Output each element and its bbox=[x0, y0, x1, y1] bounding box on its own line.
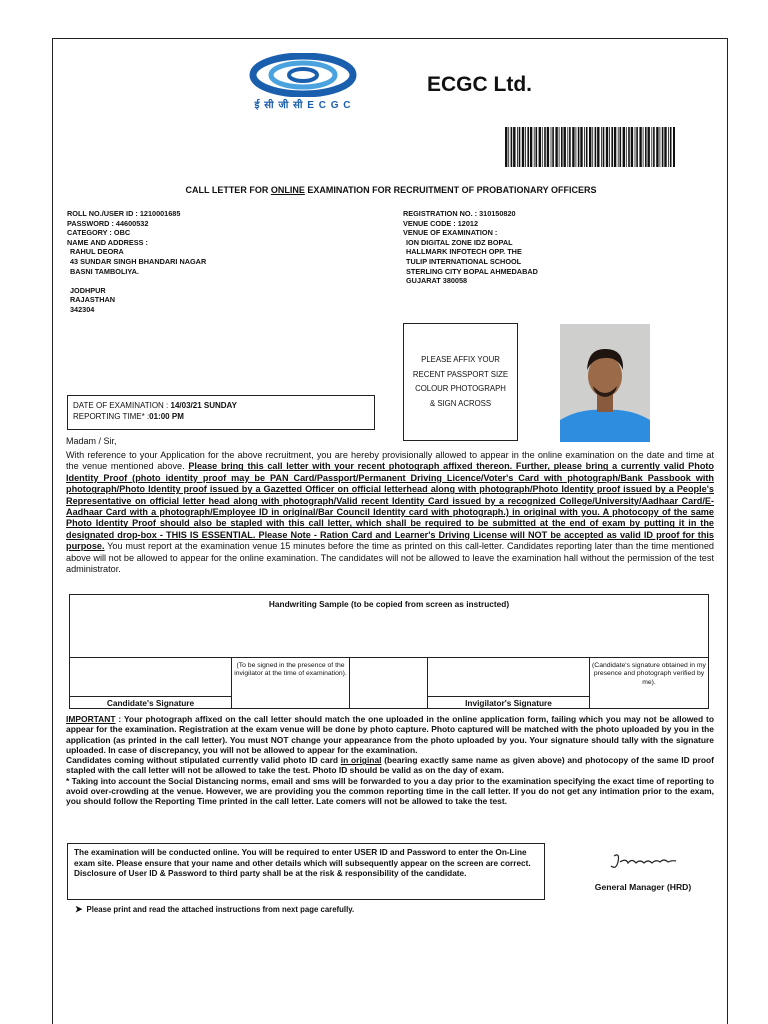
handwriting-sample-box bbox=[69, 594, 709, 709]
address-state: RAJASTHAN bbox=[70, 295, 115, 305]
category: CATEGORY : OBC bbox=[67, 228, 131, 238]
venue-line: HALLMARK INFOTECH OPP. THE bbox=[406, 247, 522, 257]
address-city: JODHPUR bbox=[70, 285, 106, 295]
exam-date: DATE OF EXAMINATION : 14/03/21 SUNDAY bbox=[73, 401, 237, 410]
venue-label: VENUE OF EXAMINATION : bbox=[403, 228, 498, 238]
call-letter-page bbox=[52, 38, 728, 1024]
reporting-time: REPORTING TIME* :01:00 PM bbox=[73, 411, 184, 421]
venue-line: ION DIGITAL ZONE IDZ BOPAL bbox=[406, 237, 513, 247]
exam-schedule-box bbox=[67, 395, 375, 430]
barcode bbox=[505, 127, 675, 167]
venue-details bbox=[403, 209, 723, 286]
online-exam-box: The examination will be conducted online. You will be required to enter USER ID and Password to enter the On-Line exam site. Please ensure that your name and other details which will subsequently appear on the screen are correct. Disclosure of User ID & Password to third party shall be at the risk & responsibility of the candidate. bbox=[67, 843, 545, 900]
address-pin: 342304 bbox=[70, 304, 95, 314]
logo-text: ई सी जी सी E C G C bbox=[254, 100, 352, 111]
venue-code: VENUE CODE : 12012 bbox=[403, 218, 479, 228]
gm-signature bbox=[606, 850, 681, 872]
candidate-details bbox=[67, 209, 397, 315]
ecgc-logo-icon bbox=[243, 53, 363, 97]
salutation: Madam / Sir, bbox=[66, 436, 117, 446]
instructions-paragraph: With reference to your Application for the above recruitment, you are hereby provisionally allowed to appear in the online examination on the date and time at the venue mentioned above. Please bring this call letter with your recent photograph affixed thereon. Further, please bring a currently valid Photo Identity Proof (photo identity proof may be PAN Card/Passport/Permanent Driving Licence/Voter's Card with photograph/Bank Passbook with photograph/Photo Identity proof issued by a Gazetted Officer on official letterhead along with photograph/Photo Identity proof issued by a People's Representative on official letter head along with photograph/Valid recent Identity Card issued by a recognized College/University/Aadhaar Card/E-Aadhaar Card with a photograph/Employee ID in original/Bar Council Identity card with photograph.) in original with you. A photocopy of the same Photo Identity Proof should also be stapled with this call letter, which shall be required to be submitted at the end of exam by putting it in the designated drop-box - THIS IS ESSENTIAL. Please Note - Ration Card and Learner's Driving License will NOT be accepted as valid ID proof for this purpose. You must report at the examination venue 15 minutes before the time as printed on this call-letter. Candidates reporting later than the time mentioned above will not be allowed to appear for the online examination. The candidates will not be allowed to leave the examination hall without the permission of the test administrator. bbox=[66, 450, 715, 575]
venue-line: STERLING CITY BOPAL AHMEDABAD bbox=[406, 266, 538, 276]
footer-note: ➤ Please print and read the attached instructions from next page carefully. bbox=[75, 904, 355, 914]
affix-photo-box: PLEASE AFFIX YOUR RECENT PASSPORT SIZE COLOUR PHOTOGRAPH & SIGN ACROSS bbox=[403, 323, 518, 441]
address-line: 43 SUNDAR SINGH BHANDARI NAGAR bbox=[70, 256, 207, 266]
registration-number: REGISTRATION NO. : 310150820 bbox=[403, 209, 516, 218]
roll-number: ROLL NO./USER ID : 1210001685 bbox=[67, 209, 181, 218]
name-address-label: NAME AND ADDRESS : bbox=[67, 237, 148, 247]
handwriting-title: Handwriting Sample (to be copied from screen as instructed) bbox=[268, 599, 510, 609]
company-name: ECGC Ltd. bbox=[427, 73, 532, 96]
candidate-signature-note: (To be signed in the presence of the invigilator at the time of examination). bbox=[234, 662, 347, 678]
candidate-photo bbox=[560, 324, 650, 442]
call-letter-title: CALL LETTER FOR ONLINE EXAMINATION FOR RECRUITMENT OF PROBATIONARY OFFICERS bbox=[185, 185, 597, 195]
password: PASSWORD : 44600532 bbox=[67, 218, 149, 228]
venue-line: GUJARAT 380058 bbox=[406, 276, 468, 286]
candidate-signature-label: Candidate's Signature bbox=[106, 698, 195, 708]
venue-line: TULIP INTERNATIONAL SCHOOL bbox=[406, 256, 522, 266]
invigilator-signature-label: Invigilator's Signature bbox=[465, 698, 552, 708]
arrow-right-icon: ➤ bbox=[75, 904, 83, 914]
signatory-title: General Manager (HRD) bbox=[594, 882, 692, 892]
address-line: BASNI TAMBOLIYA. bbox=[70, 266, 139, 276]
candidate-name: RAHUL DEORA bbox=[70, 247, 124, 257]
important-notes: IMPORTANT : Your photograph affixed on the call letter should match the one uploaded in the online application form, failing which you may not be allowed to appear for the examination. Registration at the exam venue will be done by photo capture. Photo captured will be matched with the photo uploaded by you in the application (as printed in the call letter). You must NOT change your appearance from the photo uploaded by you. Your signature should tally with the signature uploaded. In case of discrepancy, you will not be allowed to appear for the examination. Candidates coming without stipulated currently valid photo ID card in original (bearing exactly same name as given above) and photocopy of the same ID proof stapled with the call letter will not be allowed to take the test. Photo ID should be valid as on the day of exam. * Taking into account the Social Distancing norms, email and sms will be forwarded to you a day prior to the examination specifying the exact time of reporting to avoid over-crowding at the venue. However, we are providing you the common reporting time in the call letter. If you do not get any intimation prior to the exam, you should follow the Reporting Time printed in the call letter. Late comers will not be allowed to take the test. bbox=[66, 714, 714, 807]
signature-row bbox=[70, 657, 708, 709]
invigilator-signature-note: (Candidate's signature obtained in my presence and photograph verified by me). bbox=[592, 662, 706, 686]
ecgc-logo bbox=[243, 53, 363, 113]
